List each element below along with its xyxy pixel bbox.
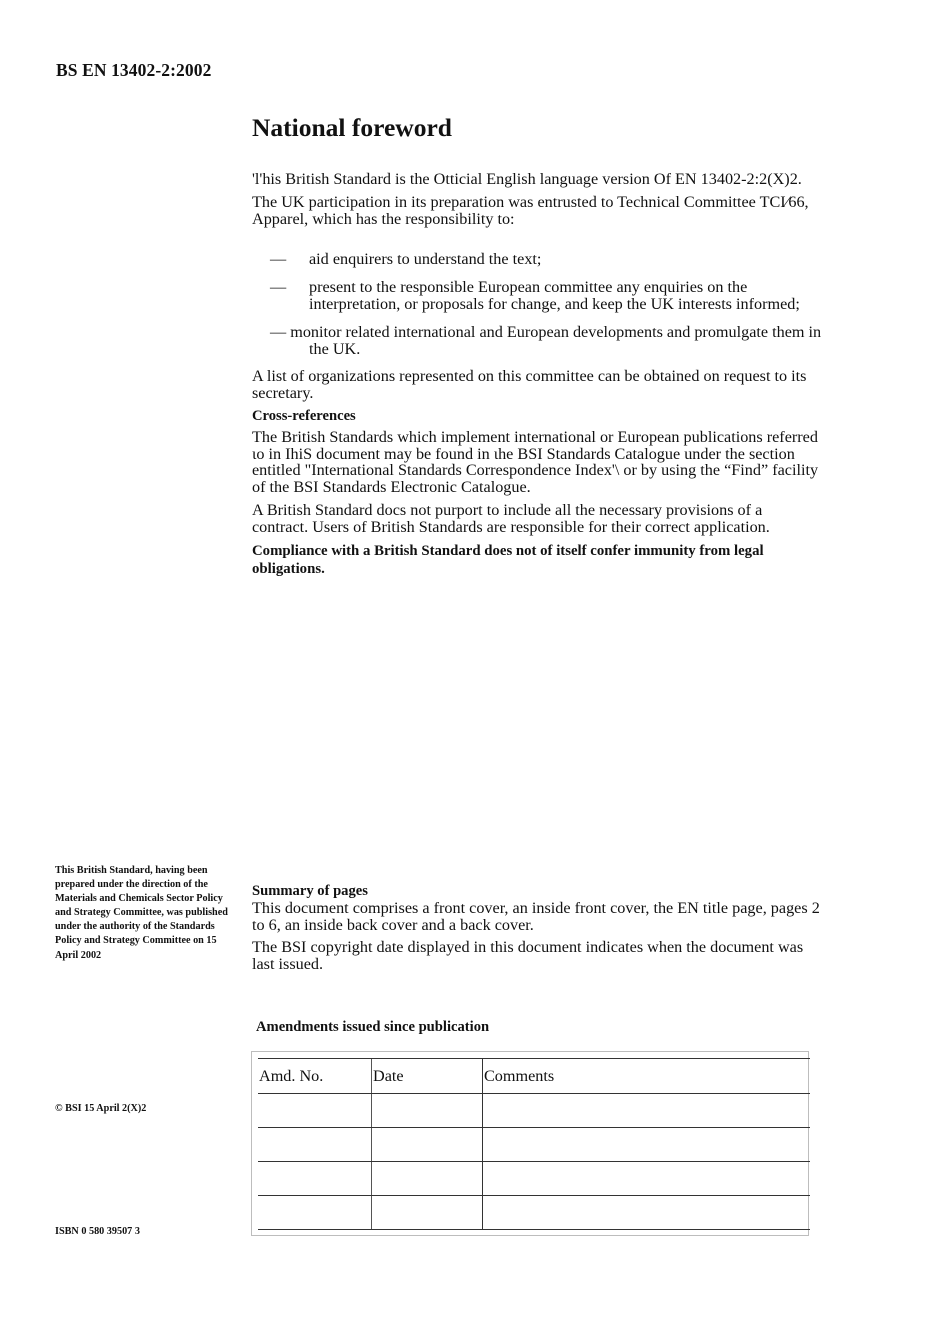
copyright-notice: © BSI 15 April 2(X)2 <box>55 1103 147 1114</box>
cell-comments <box>483 1094 811 1128</box>
list-item <box>252 251 822 268</box>
cell-amd-no <box>258 1196 372 1230</box>
compliance-note: Compliance with a British Standard does not of itself confer immunity from legal obligations. <box>252 542 764 577</box>
list-item-text: monitor related international and European developments and promulgate them in the UK. <box>290 322 822 358</box>
dash-bullet: — <box>270 250 287 269</box>
cell-amd-no <box>258 1128 372 1162</box>
list-item-text: present to the responsible European committee any enquiries on the interpretation, or proposals for change, and keep the UK interests informed; <box>309 278 800 313</box>
dash-bullet: — <box>270 278 287 297</box>
table-row <box>258 1162 810 1196</box>
responsibility-list <box>252 251 822 357</box>
foreword-paragraph: A list of organizations represented on this committee can be obtained on request to its secretary. <box>252 367 807 403</box>
column-header-comments: Comments <box>483 1059 811 1094</box>
list-item <box>252 279 822 313</box>
page-title: National foreword <box>252 113 452 142</box>
table-row <box>258 1196 810 1230</box>
table-row <box>258 1128 810 1162</box>
table-header-row <box>258 1059 810 1094</box>
cell-date <box>372 1094 483 1128</box>
dash-bullet: — <box>270 322 287 341</box>
cell-comments <box>483 1196 811 1230</box>
cell-amd-no <box>258 1094 372 1128</box>
cell-date <box>372 1196 483 1230</box>
foreword-paragraph: The British Standards which implement international or European publications referred ιo in IhiS document may be found in ιhe BSI Standards Catalogue under the section entitled "International Standards Correspondence Index'\ or by using the “Find” facility of the BSI Standards Electronic Catalogue. <box>252 427 819 497</box>
summary-heading: Summary of pages <box>252 883 368 899</box>
cell-amd-no <box>258 1162 372 1196</box>
cell-date <box>372 1162 483 1196</box>
amendments-table <box>258 1058 810 1230</box>
isbn-number: ISBN 0 580 39507 3 <box>55 1226 140 1237</box>
foreword-paragraph: The UK participation in its preparation was entrusted to Technical Committee TCI⁄66, Apparel, which has the responsibility to: <box>252 192 809 228</box>
column-header-date: Date <box>372 1059 483 1094</box>
foreword-paragraph: 'l'his British Standard is the Otticial English language version Of EN 13402-2:2(X)2. <box>252 170 802 188</box>
summary-paragraph: The BSI copyright date displayed in this document indicates when the document was last issued. <box>252 938 804 974</box>
foreword-paragraph: A British Standard docs not purport to include all the necessary provisions of a contract. Users of British Standards are responsible for their correct application. <box>252 500 770 536</box>
table-row <box>258 1094 810 1128</box>
document-id: BS EN 13402-2:2002 <box>56 60 212 80</box>
cell-date <box>372 1128 483 1162</box>
cell-comments <box>483 1162 811 1196</box>
summary-of-pages <box>252 883 822 973</box>
summary-paragraph: This document comprises a front cover, an inside front cover, the EN title page, pages 2 to 6, an inside back cover and a back cover. <box>252 898 820 934</box>
authority-note: This British Standard, having been prepared under the direction of the Materials and Chemicals Sector Policy and Strategy Committee, was published under the authority of the Standards Policy and Strategy Committee on 15 April 2002 <box>55 865 228 961</box>
list-item <box>252 324 822 358</box>
cell-comments <box>483 1128 811 1162</box>
amendments-heading: Amendments issued since publication <box>256 1019 490 1035</box>
column-header-amd-no: Amd. No. <box>258 1059 372 1094</box>
cross-references-heading: Cross-references <box>252 407 356 424</box>
list-item-text: aid enquirers to understand the text; <box>309 250 542 269</box>
foreword-body <box>252 171 822 578</box>
